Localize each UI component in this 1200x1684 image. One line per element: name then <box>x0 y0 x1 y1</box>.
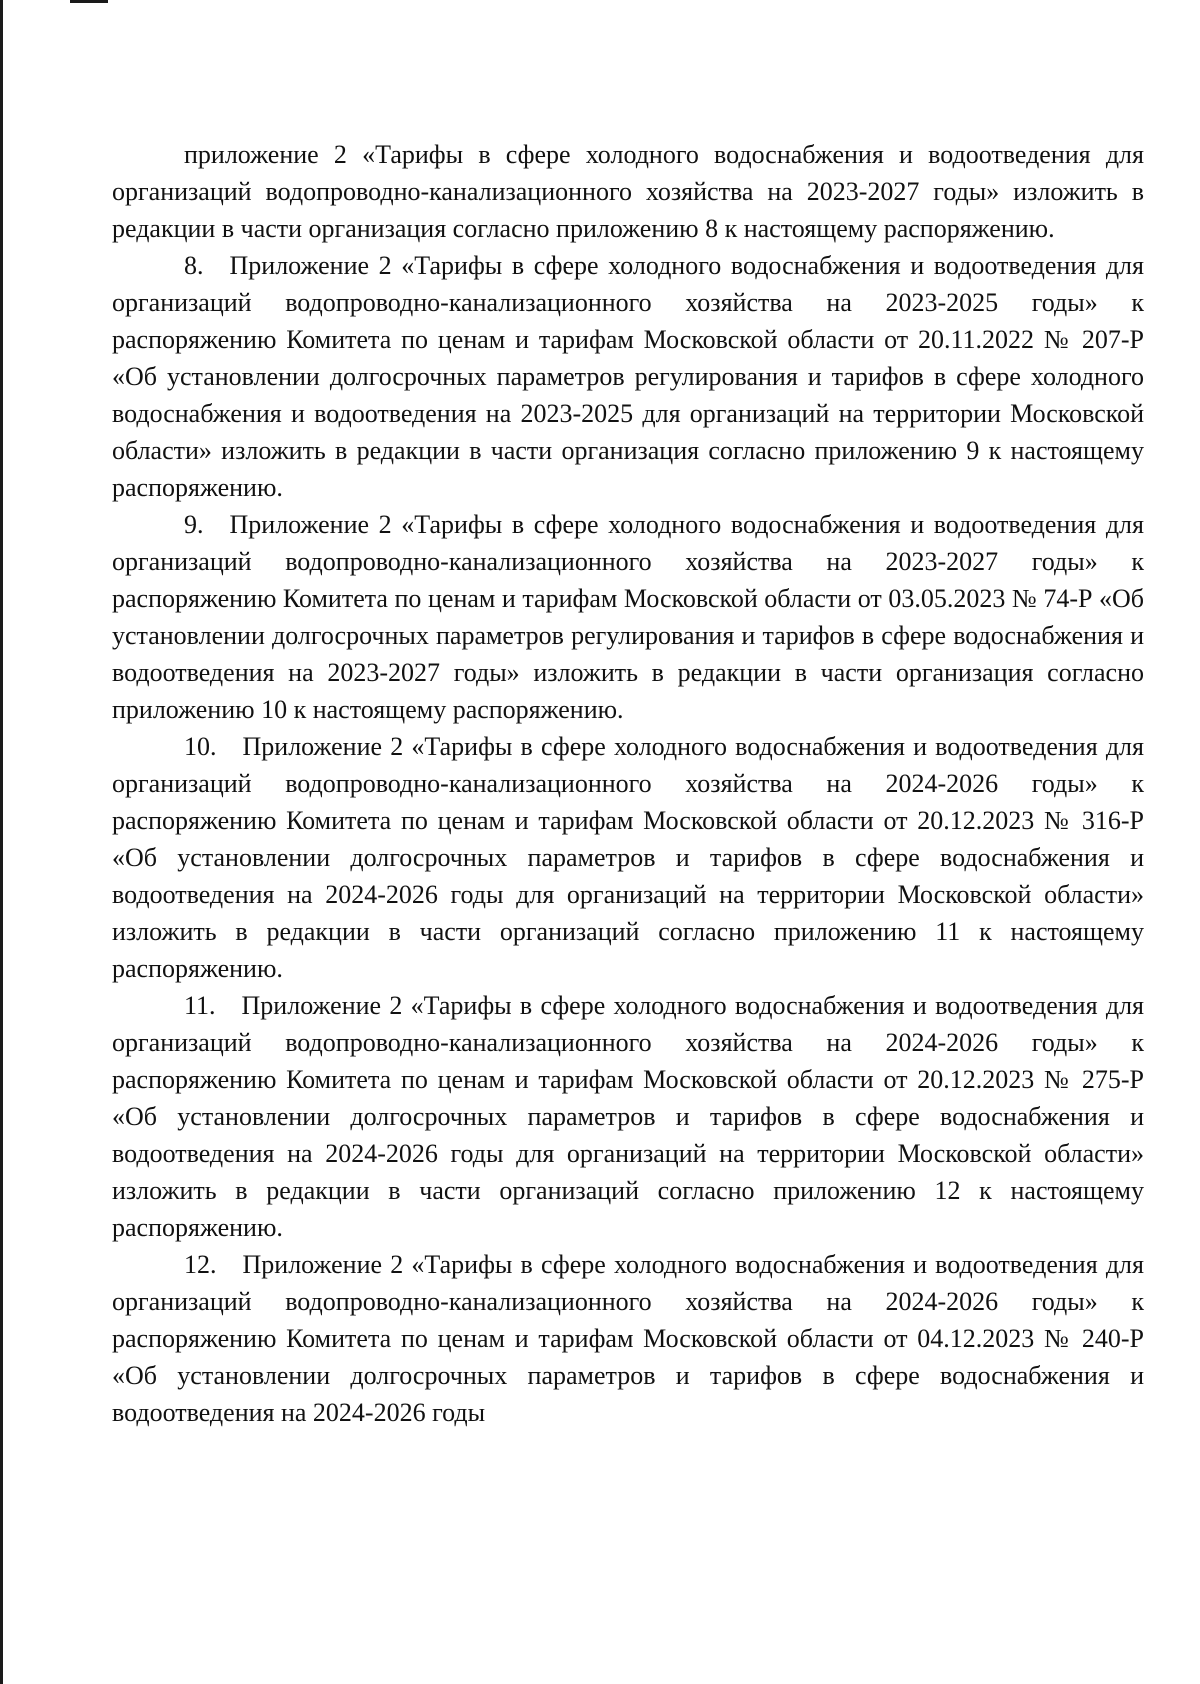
paragraph-item-9: 9. Приложение 2 «Тарифы в сфере холодного водоснабжения и водоотведения для организаций водопроводно-канализационного хозяйства на 2023-2027 годы» к распоряжению Комитета по ценам и тарифам Московской области от 03.05.2023 № 74-Р «Об установлении долгосрочных параметров регулирования и тарифов в сфере водоснабжения и водоотведения на 2023-2027 годы» изложить в редакции в части организация согласно приложению 10 к настоящему распоряжению. <box>112 510 1144 724</box>
scan-edge <box>0 0 3 1684</box>
paragraph-item-12: 12. Приложение 2 «Тарифы в сфере холодного водоснабжения и водоотведения для организаций водопроводно-канализационного хозяйства на 2024-2026 годы» к распоряжению Комитета по ценам и тарифам Московской области от 04.12.2023 № 240-Р «Об установлении долгосрочных параметров и тарифов в сфере водоснабжения и водоотведения на 2024-2026 годы <box>112 1250 1144 1427</box>
paragraph-continuation: приложение 2 «Тарифы в сфере холодного водоснабжения и водоотведения для организаций водопроводно-канализационного хозяйства на 2023-2027 годы» изложить в редакции в части организация согласно приложению 8 к настоящему распоряжению. <box>112 140 1144 243</box>
paragraph-item-11: 11. Приложение 2 «Тарифы в сфере холодного водоснабжения и водоотведения для организаций водопроводно-канализационного хозяйства на 2024-2026 годы» к распоряжению Комитета по ценам и тарифам Московской области от 20.12.2023 № 275-Р «Об установлении долгосрочных параметров и тарифов в сфере водоснабжения и водоотведения на 2024-2026 годы для организаций на территории Московской области» изложить в редакции в части организаций согласно приложению 12 к настоящему распоряжению. <box>112 991 1144 1242</box>
paragraph-item-10: 10. Приложение 2 «Тарифы в сфере холодного водоснабжения и водоотведения для организаций водопроводно-канализационного хозяйства на 2024-2026 годы» к распоряжению Комитета по ценам и тарифам Московской области от 20.12.2023 № 316-Р «Об установлении долгосрочных параметров и тарифов в сфере водоснабжения и водоотведения на 2024-2026 годы для организаций на территории Московской области» изложить в редакции в части организаций согласно приложению 11 к настоящему распоряжению. <box>112 732 1144 983</box>
paragraph-item-8: 8. Приложение 2 «Тарифы в сфере холодного водоснабжения и водоотведения для организаций водопроводно-канализационного хозяйства на 2023-2025 годы» к распоряжению Комитета по ценам и тарифам Московской области от 20.11.2022 № 207-Р «Об установлении долгосрочных параметров регулирования и тарифов в сфере холодного водоснабжения и водоотведения на 2023-2025 для организаций на территории Московской области» изложить в редакции в части организация согласно приложению 9 к настоящему распоряжению. <box>112 251 1144 502</box>
scan-mark <box>70 0 108 3</box>
document-body <box>112 136 1144 1431</box>
